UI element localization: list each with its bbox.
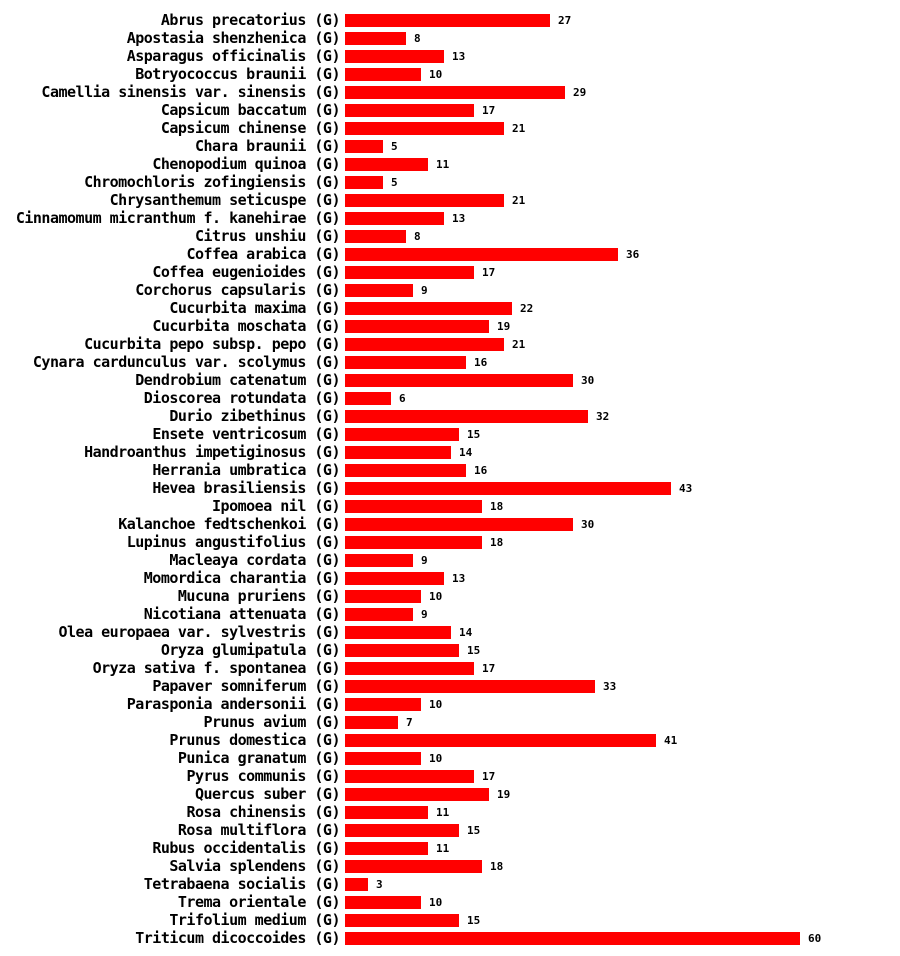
category-label: Punica granatum (G): [177, 749, 340, 767]
category-label: Apostasia shenzhenica (G): [126, 29, 340, 47]
bar: [345, 698, 421, 711]
chart-row: [0, 713, 900, 731]
value-label: 17: [482, 661, 496, 675]
category-label: Salvia splendens (G): [169, 857, 340, 875]
chart-row: [0, 839, 900, 857]
value-label: 29: [573, 85, 587, 99]
bar: [345, 860, 482, 873]
value-label: 22: [520, 301, 534, 315]
category-label: Oryza sativa f. spontanea (G): [92, 659, 340, 677]
chart-row: [0, 821, 900, 839]
category-label: Kalanchoe fedtschenkoi (G): [118, 515, 340, 533]
category-label: Prunus avium (G): [203, 713, 340, 731]
chart-row: [0, 641, 900, 659]
category-label: Quercus suber (G): [194, 785, 340, 803]
value-label: 5: [391, 139, 398, 153]
value-label: 15: [467, 643, 481, 657]
chart-row: [0, 497, 900, 515]
category-label: Dendrobium catenatum (G): [135, 371, 340, 389]
bar: [345, 932, 800, 945]
category-label: Prunus domestica (G): [169, 731, 340, 749]
category-label: Papaver somniferum (G): [152, 677, 340, 695]
category-label: Herrania umbratica (G): [152, 461, 340, 479]
value-label: 16: [474, 463, 488, 477]
chart-row: [0, 731, 900, 749]
category-label: Nicotiana attenuata (G): [143, 605, 340, 623]
bar: [345, 158, 428, 171]
value-label: 30: [581, 373, 595, 387]
value-label: 9: [421, 607, 428, 621]
chart-row: [0, 551, 900, 569]
chart-row: [0, 443, 900, 461]
chart-row: [0, 911, 900, 929]
value-label: 32: [596, 409, 610, 423]
bar: [345, 626, 451, 639]
category-label: Trifolium medium (G): [169, 911, 340, 929]
bar: [345, 572, 444, 585]
bar: [345, 86, 565, 99]
chart-row: [0, 209, 900, 227]
chart-row: [0, 83, 900, 101]
value-label: 10: [429, 589, 443, 603]
bar: [345, 788, 489, 801]
chart-row: [0, 317, 900, 335]
bar: [345, 842, 428, 855]
bar: [345, 320, 489, 333]
chart-row: [0, 857, 900, 875]
value-label: 21: [512, 337, 526, 351]
chart-row: [0, 623, 900, 641]
bar: [345, 608, 413, 621]
chart-row: [0, 11, 900, 29]
category-label: Coffea eugenioides (G): [152, 263, 340, 281]
category-label: Botryococcus braunii (G): [135, 65, 340, 83]
chart-row: [0, 227, 900, 245]
chart-row: [0, 407, 900, 425]
chart-row: [0, 155, 900, 173]
category-label: Rosa chinensis (G): [186, 803, 340, 821]
category-label: Camellia sinensis var. sinensis (G): [41, 83, 340, 101]
bar: [345, 338, 504, 351]
bar: [345, 230, 406, 243]
category-label: Coffea arabica (G): [186, 245, 340, 263]
value-label: 7: [406, 715, 413, 729]
chart-row: [0, 695, 900, 713]
bar: [345, 104, 474, 117]
chart-row: [0, 245, 900, 263]
category-label: Capsicum chinense (G): [160, 119, 340, 137]
category-label: Olea europaea var. sylvestris (G): [58, 623, 340, 641]
chart-row: [0, 101, 900, 119]
value-label: 15: [467, 427, 481, 441]
chart-row: [0, 65, 900, 83]
value-label: 41: [664, 733, 678, 747]
bar: [345, 302, 512, 315]
value-label: 8: [414, 31, 421, 45]
category-label: Chromochloris zofingiensis (G): [84, 173, 340, 191]
value-label: 5: [391, 175, 398, 189]
bar: [345, 662, 474, 675]
bar: [345, 140, 383, 153]
bar: [345, 716, 398, 729]
bar: [345, 50, 444, 63]
chart-row: [0, 461, 900, 479]
bar: [345, 356, 466, 369]
chart-row: [0, 785, 900, 803]
value-label: 14: [459, 625, 473, 639]
bar: [345, 734, 656, 747]
category-label: Cinnamomum micranthum f. kanehirae (G): [15, 209, 340, 227]
value-label: 10: [429, 751, 443, 765]
chart-row: [0, 515, 900, 533]
value-label: 10: [429, 895, 443, 909]
bar: [345, 284, 413, 297]
category-label: Handroanthus impetiginosus (G): [84, 443, 340, 461]
bar: [345, 518, 573, 531]
bar: [345, 500, 482, 513]
chart-row: [0, 803, 900, 821]
category-label: Chrysanthemum seticuspe (G): [109, 191, 340, 209]
value-label: 36: [626, 247, 640, 261]
chart-row: [0, 281, 900, 299]
bar: [345, 914, 459, 927]
bar: [345, 248, 618, 261]
category-label: Trema orientale (G): [177, 893, 340, 911]
chart-row: [0, 263, 900, 281]
bar: [345, 428, 459, 441]
value-label: 10: [429, 67, 443, 81]
value-label: 30: [581, 517, 595, 531]
bar: [345, 554, 413, 567]
category-label: Cucurbita moschata (G): [152, 317, 340, 335]
category-label: Citrus unshiu (G): [194, 227, 340, 245]
category-label: Ensete ventricosum (G): [152, 425, 340, 443]
category-label: Chenopodium quinoa (G): [152, 155, 340, 173]
bar: [345, 896, 421, 909]
value-label: 17: [482, 769, 496, 783]
bar: [345, 878, 368, 891]
category-label: Rosa multiflora (G): [177, 821, 340, 839]
chart-row: [0, 119, 900, 137]
category-label: Cynara cardunculus var. scolymus (G): [32, 353, 340, 371]
chart-row: [0, 29, 900, 47]
bar: [345, 644, 459, 657]
chart-row: [0, 767, 900, 785]
category-label: Pyrus communis (G): [186, 767, 340, 785]
chart-row: [0, 893, 900, 911]
chart-row: [0, 389, 900, 407]
bar: [345, 176, 383, 189]
chart-row: [0, 605, 900, 623]
chart-row: [0, 929, 900, 947]
category-label: Corchorus capsularis (G): [135, 281, 340, 299]
chart-row: [0, 677, 900, 695]
bar: [345, 824, 459, 837]
value-label: 60: [808, 931, 822, 945]
category-label: Cucurbita pepo subsp. pepo (G): [84, 335, 340, 353]
value-label: 17: [482, 265, 496, 279]
bar: [345, 410, 588, 423]
chart-row: [0, 371, 900, 389]
chart-row: [0, 335, 900, 353]
chart-row: [0, 299, 900, 317]
bar: [345, 14, 550, 27]
value-label: 19: [497, 787, 511, 801]
value-label: 18: [490, 499, 504, 513]
category-label: Parasponia andersonii (G): [126, 695, 340, 713]
value-label: 11: [436, 805, 450, 819]
chart-row: [0, 191, 900, 209]
bar: [345, 392, 391, 405]
category-label: Macleaya cordata (G): [169, 551, 340, 569]
value-label: 14: [459, 445, 473, 459]
chart-row: [0, 137, 900, 155]
value-label: 11: [436, 157, 450, 171]
bar: [345, 194, 504, 207]
bar: [345, 68, 421, 81]
chart-row: [0, 533, 900, 551]
chart-row: [0, 353, 900, 371]
bar: [345, 680, 595, 693]
category-label: Capsicum baccatum (G): [160, 101, 340, 119]
bar: [345, 464, 466, 477]
category-label: Hevea brasiliensis (G): [152, 479, 340, 497]
chart-row: [0, 587, 900, 605]
bar: [345, 374, 573, 387]
value-label: 13: [452, 211, 466, 225]
value-label: 19: [497, 319, 511, 333]
chart-row: [0, 173, 900, 191]
category-label: Asparagus officinalis (G): [126, 47, 340, 65]
bar: [345, 806, 428, 819]
value-label: 6: [399, 391, 406, 405]
value-label: 15: [467, 823, 481, 837]
bar: [345, 770, 474, 783]
chart-row: [0, 425, 900, 443]
category-label: Momordica charantia (G): [143, 569, 340, 587]
value-label: 18: [490, 859, 504, 873]
chart-row: [0, 749, 900, 767]
category-label: Mucuna pruriens (G): [177, 587, 340, 605]
chart-row: [0, 659, 900, 677]
value-label: 11: [436, 841, 450, 855]
chart-row: [0, 479, 900, 497]
bar: [345, 266, 474, 279]
bar: [345, 590, 421, 603]
bar: [345, 482, 671, 495]
bar: [345, 446, 451, 459]
value-label: 21: [512, 193, 526, 207]
category-label: Triticum dicoccoides (G): [135, 929, 340, 947]
value-label: 43: [679, 481, 693, 495]
category-label: Chara braunii (G): [194, 137, 340, 155]
category-label: Tetrabaena socialis (G): [143, 875, 340, 893]
value-label: 9: [421, 283, 428, 297]
value-label: 27: [558, 13, 572, 27]
category-label: Abrus precatorius (G): [160, 11, 340, 29]
bar: [345, 752, 421, 765]
bar: [345, 212, 444, 225]
category-label: Dioscorea rotundata (G): [143, 389, 340, 407]
category-label: Rubus occidentalis (G): [152, 839, 340, 857]
value-label: 13: [452, 49, 466, 63]
category-label: Durio zibethinus (G): [169, 407, 340, 425]
value-label: 3: [376, 877, 383, 891]
chart-row: [0, 569, 900, 587]
value-label: 8: [414, 229, 421, 243]
value-label: 16: [474, 355, 488, 369]
chart-row: [0, 875, 900, 893]
bar: [345, 122, 504, 135]
value-label: 10: [429, 697, 443, 711]
category-label: Ipomoea nil (G): [212, 497, 340, 515]
value-label: 17: [482, 103, 496, 117]
value-label: 18: [490, 535, 504, 549]
category-label: Cucurbita maxima (G): [169, 299, 340, 317]
value-label: 33: [603, 679, 617, 693]
value-label: 21: [512, 121, 526, 135]
value-label: 15: [467, 913, 481, 927]
value-label: 9: [421, 553, 428, 567]
category-label: Oryza glumipatula (G): [160, 641, 340, 659]
bar: [345, 536, 482, 549]
bar: [345, 32, 406, 45]
chart-row: [0, 47, 900, 65]
value-label: 13: [452, 571, 466, 585]
category-label: Lupinus angustifolius (G): [126, 533, 340, 551]
